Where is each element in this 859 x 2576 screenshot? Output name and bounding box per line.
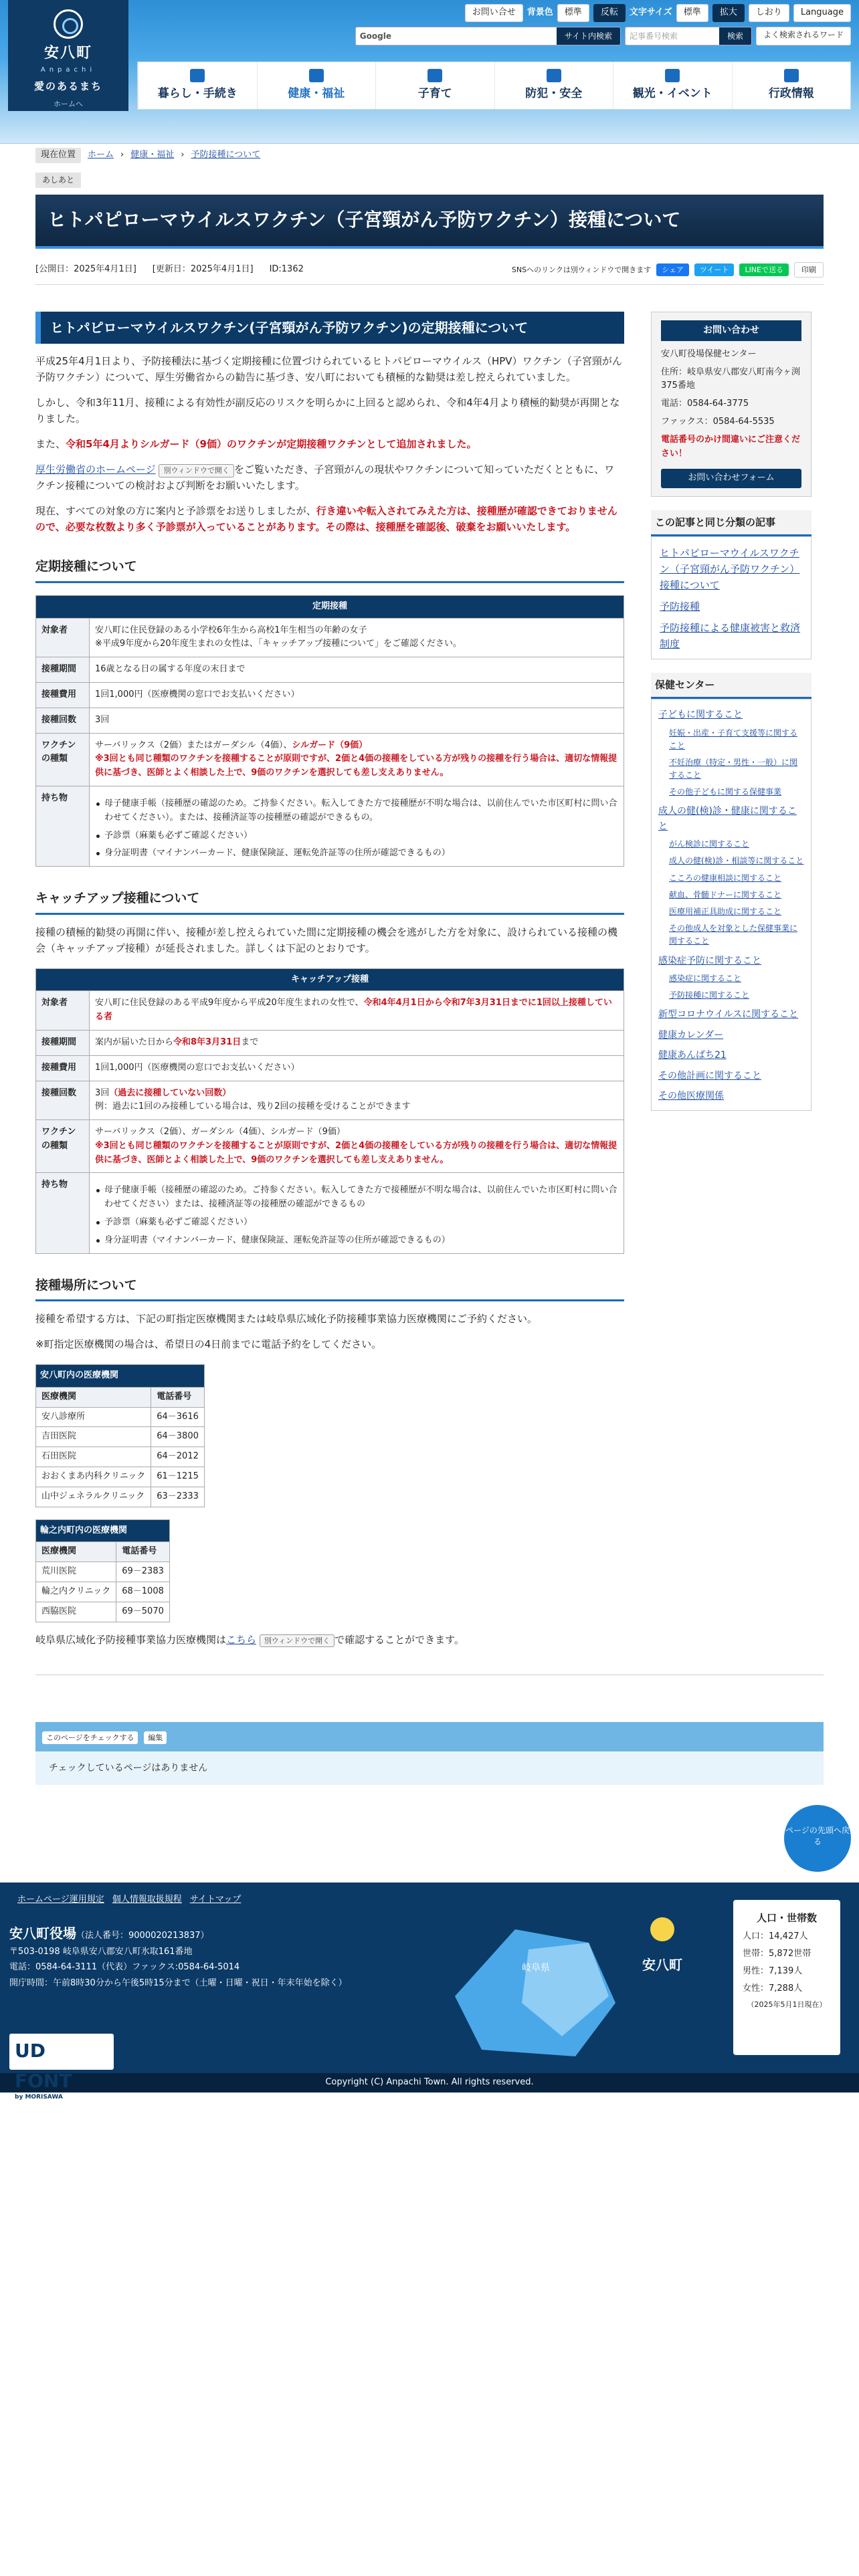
items-list [95,797,618,861]
mhlw-paragraph [35,461,624,494]
notice-paragraph [35,503,624,535]
resume-paragraph: しかし、令和3年11月、接種による有効性が副反応のリスクを明らかに上回ると認められ、令和4年4月より積極的勧奨が再開となりました。 [35,397,620,425]
related-list [651,536,812,659]
hc-link[interactable]: 成人の健(検)診・健康に関すること [658,806,797,832]
catchup-heading: キャッチアップ接種について [35,888,624,914]
sns-note: SNSへのリンクは別ウィンドウで開きます [511,265,652,274]
site-search-input[interactable]: Google [359,31,391,41]
map-label-anpachi: 安八町 [642,1957,682,1973]
table-row [36,733,624,786]
back-to-top-button[interactable]: ページの先頭へ戻る [784,1805,851,1872]
bookmark-button[interactable]: しおり [749,4,789,22]
office-name: 安八町役場 [9,1925,76,1942]
col-header: 電話番号 [116,1542,170,1562]
footer-links [17,1893,241,1907]
clinic-phone: 64－2012 [151,1447,205,1467]
text: ※平成9年度から20年度生まれの女性は、「キャッチアップ接種について」をご確認ください。 [95,639,462,649]
nav-safety[interactable] [494,62,613,109]
cell [90,1081,624,1120]
logo-roman: Anpachi [40,66,96,74]
clinic-name: 吉田医院 [36,1427,151,1447]
clinic-phone: 69－5070 [116,1602,170,1622]
text: 現在、すべての対象の方に案内と予診票をお送りしましたが、 [35,505,316,518]
table-row [36,1427,205,1447]
intro-paragraph: 平成25年4月1日より、予防接種法に基づく定期接種に位置づけられているヒトパピローマウイルス（HPV）ワクチン（子宮頸がん予防ワクチン）について、厚生労働省からの勧告に基づき、安八町においても積極的な勧奨は差し控えられていました。 [35,355,622,384]
contact-heading: お問い合わせ [661,320,801,340]
row-header: 持ち物 [36,786,90,866]
text: 岐阜県広域化予防接種事業協力医療機関は [35,1633,227,1646]
table-row [36,1602,170,1622]
check-page-button[interactable]: このページをチェックする [42,1731,138,1745]
gifu-link-paragraph [35,1632,624,1648]
contact-form-button[interactable]: お問い合わせフォーム [661,469,801,488]
table-caption: 定期接種 [35,595,624,618]
text: サーバリックス（2価）またはガーダシル（4価）、 [95,740,292,750]
table-caption: キャッチアップ接種 [35,968,624,991]
list-item: 身分証明書（マイナンバーカード、健康保険証、運転免許証等の住所が確認できるもの） [95,847,618,861]
footer-link[interactable]: ホームページ運用規定 [17,1895,104,1905]
hc-sublink[interactable]: こころの健康相談に関すること [669,873,782,883]
site-logo[interactable] [8,0,128,111]
table-caption: 安八町内の医療機関 [35,1364,205,1387]
copyright: Copyright (C) Anpachi Town. All rights reserved. [0,2073,859,2092]
col-header: 医療機関 [36,1542,116,1562]
udfont-font: FONT [15,2069,72,2092]
logo-home-link[interactable]: ホームへ [54,100,83,109]
hc-submenu [658,972,804,1002]
clinic-name: 安八診療所 [36,1407,151,1427]
page-id: ID:1362 [269,264,304,275]
hc-sublink[interactable]: 妊娠・出産・子育て支援等に関すること [669,728,798,750]
location-heading: 接種場所について [35,1275,624,1301]
text: 令和8年3月31日 [173,1037,242,1047]
row-header: 接種回数 [36,708,90,733]
hc-sublink[interactable]: 献血、骨髄ドナーに関すること [669,889,782,899]
published-date: [公開日：2025年4月1日] [35,264,136,275]
breadcrumb-vaccine[interactable]: 予防接種について [191,150,261,160]
check-panel [35,1722,824,1751]
table-row [36,786,624,866]
nav-health[interactable] [257,62,376,109]
list-item: 予診票（麻薬も必ずご確認ください） [95,1216,618,1230]
new-window-badge: 別ウィンドウで開く [260,1634,335,1648]
site-search [355,27,621,45]
notice-red: 行き違いや転入されてみえた方は、接種歴が確認できておりませんので、必要な枚数より多く予診票が入っていることがあります。その際は、接種歴を確認後、破棄をお願いいたします。 [35,505,617,534]
hc-sublink[interactable]: その他成人を対象とした保健事業に関すること [669,924,798,946]
footer-office [9,1923,209,1944]
contact-address: 住所：岐阜県安八郡安八町南今ヶ渕375番地 [661,366,801,391]
contact-warning: 電話番号のかけ間違いにご注意ください！ [661,434,801,459]
nav-label: 防犯・安全 [525,87,583,100]
site-search-button[interactable]: サイト内検索 [557,27,620,45]
population-date: （2025年5月1日現在） [747,2000,827,2010]
clinic-name: 西脇医院 [36,1602,116,1622]
hc-link[interactable]: 感染症予防に関すること [658,955,761,966]
cell: 1回1,000円（医療機関の窓口でお支払いください） [90,682,624,708]
breadcrumb: 現在位置 ホーム › 健康・福祉 › 予防接種について [35,148,824,163]
town-map-graphic [442,1903,696,2063]
text: をご覧いただき、子宮頸がんの現状やワクチンについて知っていただくとともに、ワクチン接種についての検討および判断をお願いいたします。 [35,463,615,492]
text: 安八町に住民登録のある平成9年度から平成20年度生まれの女性で、 [95,998,364,1008]
udfont-ud: UD [15,2040,45,2062]
breadcrumb-tag: 現在位置 [35,148,81,163]
text: （過去に接種していない回数） [109,1087,231,1098]
edit-button[interactable]: 編集 [144,1731,167,1745]
nav-label: 子育て [417,87,452,100]
bg-invert-button[interactable]: 反転 [593,4,626,22]
logo-catch: 愛のあるまち [33,80,102,93]
text: 3回 [95,1087,110,1098]
phone-line: 電話：0584-64-3111（代表）ファックス:0584-64-5014 [9,1962,240,1973]
clinic-name: 山中ジェネラルクリニック [36,1487,151,1507]
site-header [0,0,859,144]
row-header: 持ち物 [36,1173,90,1253]
udfont-by: by MORISAWA [15,2093,63,2101]
table-row [36,657,624,683]
footer-link[interactable]: サイトマップ [189,1895,242,1905]
related-link[interactable]: 予防接種による健康被害と救済制度 [660,622,801,651]
text: 例：過去に1回のみ接種している場合は、残り2回の接種を受けることができます [95,1101,411,1112]
items-list [95,1184,618,1247]
cell [90,733,624,786]
row-header: 接種費用 [36,1055,90,1081]
page-meta [35,262,824,286]
table-caption: 輪之内町内の医療機関 [35,1519,170,1542]
row-header: 接種費用 [36,682,90,708]
hc-link[interactable]: 健康あんぱち21 [658,1050,727,1061]
table-row [36,1081,624,1120]
clinic-phone: 64－3616 [151,1407,205,1427]
bg-normal-button[interactable]: 標準 [557,4,589,22]
check-list-empty: チェックしているページはありません [35,1751,824,1785]
text: 令和4年4月1日から令和7年3月31日までに1回以上接種している者 [95,998,612,1023]
map-label-gifu: 岐阜県 [522,1963,550,1974]
heart-icon [309,69,324,82]
list-item: 身分証明書（マイナンバーカード、健康保険証、運転免許証等の住所が確認できるもの） [95,1234,618,1248]
hc-sublink[interactable]: その他子どもに関する保健事業 [669,787,782,797]
hc-link[interactable]: 子どもに関すること [658,710,743,721]
footer-address [9,1944,347,1991]
corp-number: （法人番号：9000020213837） [76,1931,209,1941]
breadcrumb-health[interactable]: 健康・福祉 [130,150,175,160]
table-row [36,1447,205,1467]
language-button[interactable]: Language [793,4,851,22]
article-number-input[interactable]: 記事番号検索 [629,31,678,41]
table-row [36,1173,624,1253]
contact-fax: ファックス：0584-64-5535 [661,416,775,427]
row-header: 対象者 [36,991,90,1031]
text: また、 [35,438,66,451]
population-row: 女性：7,288人 [743,1983,803,1994]
row-header: 接種回数 [36,1081,90,1120]
population-row: 世帯：5,872世帯 [743,1949,812,1959]
table-row [36,1030,624,1055]
cell [90,786,624,866]
breadcrumb-home[interactable]: ホーム [88,150,114,160]
table-row [36,1120,624,1173]
hc-sublink[interactable]: 成人の健(検)診・相談等に関すること [669,856,804,866]
contact-dept: 安八町役場保健センター [661,348,757,359]
new-window-badge: 別ウィンドウで開く [159,464,233,477]
contact-tel: 電話：0584-64-3775 [661,399,749,409]
population-row: 人口：14,427人 [743,1931,808,1942]
mhlw-link[interactable]: 厚生労働省のホームページ [35,463,156,476]
article-search-button[interactable]: 検索 [719,27,751,45]
gifu-clinics-link[interactable]: こちら [226,1633,257,1646]
list-item: 母子健康手帳（接種歴の確認のため。ご持参ください。転入してきた方で接種歴が不明な場合は、以前住んでいた市区町村に問い合わせてください）。または、接種済証等の接種歴の確認ができるもの。 [95,797,618,825]
health-center-menu [651,699,812,1111]
tweet-button[interactable]: ツイート [694,263,734,277]
clinic-phone: 63－2333 [151,1487,205,1507]
table-row [36,991,624,1031]
row-header: 対象者 [36,618,90,657]
search-area [355,27,851,45]
hc-link[interactable]: 健康カレンダー [658,1029,724,1041]
nav-label: 健康・福祉 [288,87,345,100]
clinic-name: おおくまあ内科クリニック [36,1467,151,1487]
catchup-paragraph: 接種の積極的勧奨の再開に伴い、接種が差し控えられていた間に定期接種の機会を逃がした方を対象に、設けられている接種の機会（キャッチアップ接種）が延長されました。詳しくは下記のとおりです。 [35,926,618,954]
page-title: ヒトパピローマウイルスワクチン（子宮頸がん予防ワクチン）接種について [35,195,824,249]
text: サーバリックス（2価）、ガーダシル（4価）、シルガード（9価） [95,1127,345,1138]
table-row [36,1487,205,1507]
cell [90,618,624,657]
table-row [36,1467,205,1487]
hc-sublink[interactable]: 医療用補正具助成に関すること [669,907,782,916]
table-row [36,1582,170,1602]
table-row [36,708,624,733]
clinic-name: 荒川医院 [36,1562,116,1582]
col-header: 電話番号 [151,1387,205,1407]
contact-link[interactable]: お問い合せ [465,4,523,22]
hc-submenu [658,838,804,948]
cell: 1回1,000円（医療機関の窓口でお支払いください） [90,1055,624,1081]
logo-town: 安八町 [43,45,92,62]
facebook-share-button[interactable]: シェア [656,263,689,277]
nav-admin[interactable] [732,62,851,109]
population-title: 人口・世帯数 [756,1912,817,1925]
silgard-paragraph [35,436,624,452]
house-icon [190,69,205,82]
main-content [35,312,624,1647]
faq-words-button[interactable]: よく検索されるワード [756,27,851,45]
list-item: 予診票（麻薬も必ずご確認ください） [95,829,618,843]
text: ※3回とも同じ種類のワクチンを接種することが原則ですが、2価と4価の接種をしている方が残りの接種を行う場合は、適切な情報提供に基づき、医師とよく相談した上で、9価のワクチンを選択しても差し支えありません。 [95,1140,617,1165]
clinic-phone: 69－2383 [116,1562,170,1582]
camera-icon [665,69,680,82]
text: まで [241,1037,259,1047]
cell [90,1030,624,1055]
table-header-row [36,1387,205,1407]
hc-link[interactable]: その他計画に関すること [658,1070,761,1081]
population-row: 男性：7,139人 [743,1966,803,1977]
table-header-row [36,1542,170,1562]
silgard-notice: 令和5年4月よりシルガード（9価）のワクチンが定期接種ワクチンとして追加されました。 [66,438,477,451]
line-button[interactable]: LINEで送る [739,263,789,277]
print-button[interactable]: 印刷 [794,262,824,278]
fontsize-normal-button[interactable]: 標準 [676,4,708,22]
mascot-icon [650,1917,674,1941]
hc-sublink[interactable]: 予防接種に関すること [669,990,750,1000]
nav-tourism[interactable] [613,62,732,109]
health-center-heading: 保健センター [651,673,812,699]
address-line: 〒503-0198 岐阜県安八郡安八町氷取161番地 [9,1947,193,1957]
article-search [625,27,752,45]
table-row [36,618,624,657]
routine-table [35,595,624,867]
table-row [36,1055,624,1081]
text: 案内が届いた日から [95,1037,174,1047]
hc-submenu [658,727,804,799]
anpachi-clinics-table [35,1364,205,1507]
clinic-name: 石田医院 [36,1447,151,1467]
related-link[interactable]: ヒトパピローマウイルスワクチン（子宮頸がん予防ワクチン）接種について [660,547,800,592]
cell [90,991,624,1031]
utility-bar [465,4,851,22]
table-row [36,1407,205,1427]
text: 安八町に住民登録のある小学校6年生から高校1年生相当の年齢の女子 [95,625,367,635]
fontsize-large-button[interactable]: 拡大 [712,4,745,22]
related-heading: この記事と同じ分類の記事 [651,510,812,536]
hc-link[interactable]: 新型コロナウイルスに関すること [658,1009,799,1021]
hours-line: 開庁時間：午前8時30分から午後5時15分まで（土曜・日曜・祝日・年末年始を除く） [9,1977,347,1988]
hc-sublink[interactable]: 感染症に関すること [669,973,742,983]
bg-label: 背景色 [527,7,553,17]
nav-childcare[interactable] [375,62,494,109]
table-row [36,682,624,708]
cell: 3回 [90,708,624,733]
wanouchi-clinics-table [35,1519,170,1622]
population-box [733,1900,840,2055]
nav-label: 暮らし・手続き [157,87,237,100]
nav-label: 行政情報 [768,87,814,100]
footer-link[interactable]: 個人情報取扱規程 [112,1895,182,1905]
siren-icon [547,69,561,82]
cell [90,1120,624,1173]
footprint-label[interactable]: あしあと [35,173,81,188]
cell: 16歳となる日の属する年度の末日まで [90,657,624,683]
contact-box [651,312,812,497]
list-item: 母子健康手帳（接種歴の確認のため。ご持参ください。転入してきた方で接種歴が不明な場合は、以前住んでいた市区町村に問い合わせてください）または、接種済証等の接種歴の確認ができるもの [95,1184,618,1212]
building-icon [784,69,799,82]
table-row [36,1562,170,1582]
fontsize-label: 文字サイズ [629,7,672,17]
clinic-phone: 68－1008 [116,1582,170,1602]
catchup-table [35,968,624,1254]
row-header: ワクチンの種類 [36,733,90,786]
nav-living[interactable] [138,62,257,109]
clinic-phone: 64－3800 [151,1427,205,1447]
row-header: 接種期間 [36,657,90,683]
udfont-logo [9,2034,114,2101]
col-header: 医療機関 [36,1387,151,1407]
sns-buttons [512,262,824,278]
updated-date: [更新日：2025年4月1日] [152,264,254,275]
hc-sublink[interactable]: 不妊治療（特定・男性・一般）に関すること [669,757,798,780]
section-heading: ヒトパピローマウイルスワクチン(子宮頸がん予防ワクチン)の定期接種について [35,312,624,344]
cell [90,1173,624,1253]
child-icon [427,69,442,82]
town-emblem-icon [54,9,83,39]
clinic-name: 輪之内クリニック [36,1582,116,1602]
reservation-note: ※町指定医療機関の場合は、希望日の4日前までに電話予約をしてください。 [35,1338,382,1351]
nav-label: 観光・イベント [632,87,712,100]
sidebar [651,312,812,1647]
routine-heading: 定期接種について [35,556,624,582]
location-paragraph: 接種を希望する方は、下記の町指定医療機関または岐阜県広域化予防接種事業協力医療機関にご予約ください。 [35,1313,538,1325]
hc-link[interactable]: その他医療関係 [658,1090,724,1101]
global-nav [137,62,851,110]
text: で確認することができます。 [335,1633,464,1646]
hc-sublink[interactable]: がん検診に関すること [669,839,750,849]
related-link[interactable]: 予防接種 [660,601,700,613]
row-header: 接種期間 [36,1030,90,1055]
text: ※3回とも同じ種類のワクチンを接種することが原則ですが、2価と4価の接種をしている方が残りの接種を行う場合は、適切な情報提供に基づき、医師とよく相談した上で、9価のワクチンを選択しても差し支えありません。 [95,754,617,778]
clinic-phone: 61－1215 [151,1467,205,1487]
text: シルガード（9価） [292,740,368,750]
row-header: ワクチンの種類 [36,1120,90,1173]
